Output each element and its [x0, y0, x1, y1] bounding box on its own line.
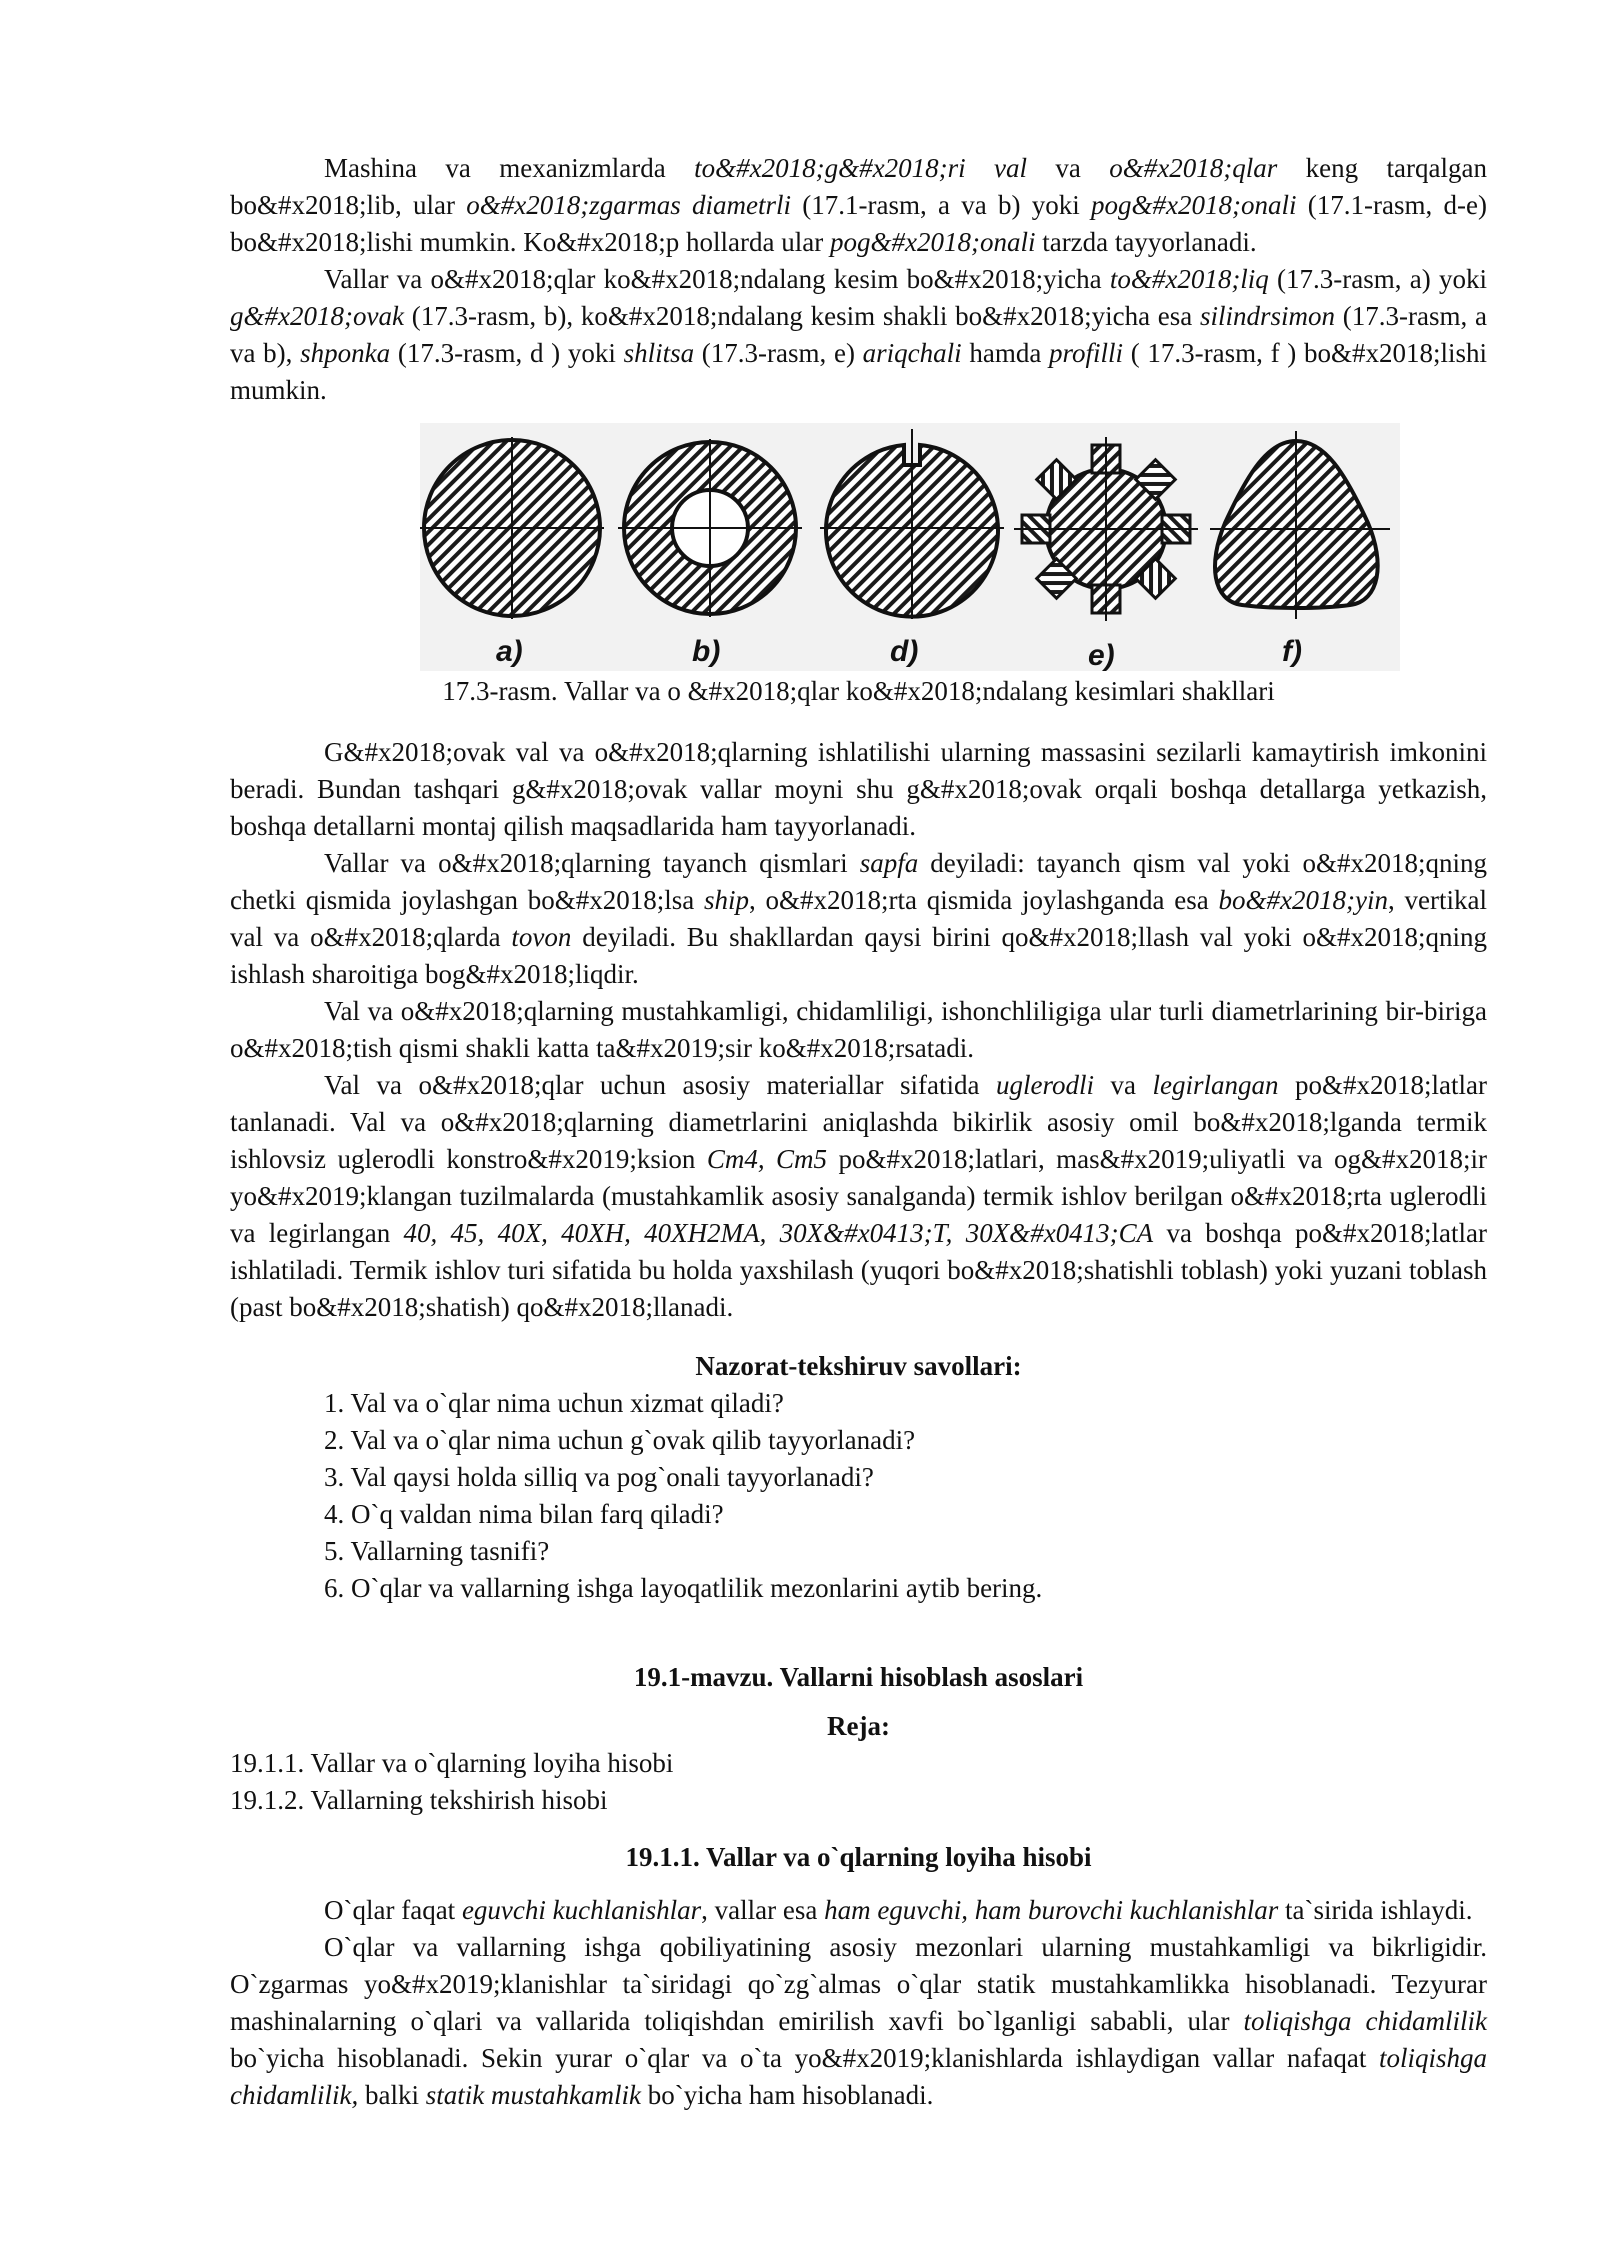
figure-label-e: e)	[1088, 639, 1115, 671]
emphasis-text: toliqishga chidamlilik	[1243, 2006, 1487, 2036]
section-keyway-shape	[820, 429, 1004, 619]
text-run: keng tarqalgan bo&#x2018;lib, ular	[230, 153, 1488, 220]
emphasis-text: o&#x2018;qlar	[1109, 153, 1278, 183]
emphasis-text: silindrsimon	[1200, 301, 1336, 331]
text-run: balki	[358, 2080, 426, 2110]
text-run: (17.1-rasm, a va b) yoki	[791, 190, 1092, 220]
text-run: , o&#x2018;rta qismida joylashganda esa	[749, 885, 1219, 915]
text-run: Val va o&#x2018;qlar uchun asosiy materiallar sifatida	[324, 1070, 996, 1100]
emphasis-text: shponka	[300, 338, 391, 368]
emphasis-text: o&#x2018;zgarmas diametrli	[466, 190, 792, 220]
body-paragraph-3	[230, 993, 1487, 1067]
intro-paragraph-1	[230, 150, 1487, 261]
cross-sections-drawing	[420, 423, 1400, 671]
emphasis-text: tovon	[511, 922, 572, 952]
section-solid-shape	[420, 437, 604, 619]
emphasis-text: to&#x2018;g&#x2018;ri val	[694, 153, 1027, 183]
emphasis-text: to&#x2018;liq	[1109, 264, 1269, 294]
section-paragraph-2	[230, 1929, 1487, 2114]
plan-item: 19.1.2. Vallarning tekshirish hisobi	[230, 1785, 608, 1815]
text-run: Mashina va mexanizmlarda	[324, 153, 695, 183]
plan-heading: Reja:	[827, 1711, 890, 1741]
emphasis-text: eguvchi kuchlanishlar	[461, 1895, 702, 1925]
text-run: ta`sirida ishlaydi.	[1278, 1895, 1473, 1925]
text-run: Val va o&#x2018;qlarning mustahkamligi, chidamliligi, ishonchliligiga ular turli diametrlarining bir-biriga o&#x2018;tish qismi shakli katta ta&#x2019;sir ko&#x2018;rsatadi.	[230, 996, 1487, 1063]
text-run: (17.3-rasm, d ) yoki	[390, 338, 624, 368]
text-run: (17.3-rasm, b), ko&#x2018;ndalang kesim shakli bo&#x2018;yicha esa	[403, 301, 1201, 331]
text-run: Vallar va o&#x2018;qlar ko&#x2018;ndalang kesim bo&#x2018;yicha	[324, 264, 1110, 294]
emphasis-text: ariqchali	[862, 338, 962, 368]
emphasis-text: Cm4, Cm5	[706, 1144, 828, 1174]
question-item: 6. O`qlar va vallarning ishga layoqatlilik mezonlarini aytib bering.	[324, 1573, 1043, 1603]
emphasis-text: statik mustahkamlik	[425, 2080, 641, 2110]
text-run: (17.1-rasm, d-e) bo&#x2018;lishi mumkin. Ko&#x2018;p hollarda ular	[230, 190, 1487, 257]
emphasis-text: pog&#x2018;onali	[1091, 190, 1297, 220]
question-item: 4. O`q valdan nima bilan farq qiladi?	[324, 1499, 724, 1529]
body-paragraph-4	[230, 1067, 1487, 1326]
questions-list	[230, 1385, 1487, 1607]
emphasis-text: profilli	[1049, 338, 1124, 368]
text-run: va boshqa po&#x2018;latlar ishlatiladi. Termik ishlov turi sifatida bu holda yaxshilash (yuqori bo&#x2018;shatishli toblash) yoki yuzani toblash (past bo&#x2018;shatish) qo&#x2018;llanadi.	[230, 1218, 1487, 1322]
topic-title: 19.1-mavzu. Vallarni hisoblash asoslari	[633, 1662, 1084, 1692]
emphasis-text: 40, 45, 40X, 40XH, 40XH2MA, 30X&#x0413;T, 30X&#x0413;CA	[403, 1218, 1154, 1248]
text-run: O`qlar va vallarning ishga qobiliyatining asosiy mezonlari ularning mustahkamligi va bikrligidir. O`zgarmas yo&#x2019;klanishlar ta`siridagi qo`zg`almas o`qlar statik mustahkamlikka hisoblanadi. Tezyurar mashinalarning o`qlari va vallarida toliqishdan emirilish xavfi bo`lganligi sababli, ular	[230, 1932, 1487, 2036]
section-profile-shape	[1210, 431, 1390, 619]
body-paragraph-2	[230, 845, 1487, 993]
questions-heading: Nazorat-tekshiruv savollari:	[695, 1351, 1022, 1381]
text-run: po&#x2018;latlar tanlanadi. Val va o&#x2018;qlarning diametrlarini aniqlashda bikirlik asosiy omil bo&#x2018;lganda termik ishlovsiz uglerodli konstro&#x2019;ksion	[230, 1070, 1488, 1174]
emphasis-text: bo&#x2018;yin	[1218, 885, 1388, 915]
section-paragraph-1	[230, 1892, 1487, 1929]
body-paragraph-1	[230, 734, 1487, 845]
figure-caption: 17.3-rasm. Vallar va o &#x2018;qlar ko&#x2018;ndalang kesimlari shakllari	[442, 676, 1275, 706]
question-item: 5. Vallarning tasnifi?	[324, 1536, 550, 1566]
emphasis-text: uglerodli	[995, 1070, 1094, 1100]
text-run: tarzda tayyorlanadi.	[1035, 227, 1257, 257]
text-run: (17.3-rasm, a) yoki	[1268, 264, 1487, 294]
text-run: bo`yicha hisoblanadi. Sekin yurar o`qlar va o`ta yo&#x2019;klanishlarda ishlaydigan vallar nafaqat	[230, 2043, 1379, 2073]
emphasis-text: ham eguvchi, ham burovchi kuchlanishlar	[824, 1895, 1279, 1925]
text-run: bo`yicha ham hisoblanadi.	[640, 2080, 934, 2110]
intro-paragraph-2	[230, 261, 1487, 409]
figure-label-b: b)	[692, 635, 721, 668]
text-run: deyiladi: tayanch qism val yoki o&#x2018;qning chetki qismida joylashgan bo&#x2018;lsa	[230, 848, 1487, 915]
text-run: hamda	[961, 338, 1050, 368]
emphasis-text: pog&#x2018;onali	[829, 227, 1036, 257]
question-item: 2. Val va o`qlar nima uchun g`ovak qilib tayyorlanadi?	[324, 1425, 916, 1455]
emphasis-text: legirlangan	[1152, 1070, 1279, 1100]
figure-label-d: d)	[890, 635, 919, 668]
emphasis-text: toliqishga chidamlilik,	[230, 2043, 1487, 2110]
plan-item: 19.1.1. Vallar va o`qlarning loyiha hisobi	[230, 1748, 674, 1778]
figure-label-a: a)	[496, 635, 523, 668]
text-run: ( 17.3-rasm, f ) bo&#x2018;lishi mumkin.	[230, 338, 1487, 405]
emphasis-text: ship	[704, 885, 750, 915]
text-run: , vallar esa	[701, 1895, 825, 1925]
text-run: va	[1093, 1070, 1153, 1100]
text-run: G&#x2018;ovak val va o&#x2018;qlarning ishlatilishi ularning massasini sezilarli kamaytirish imkonini beradi. Bundan tashqari g&#x2018;ovak vallar moyni shu g&#x2018;ovak orqali boshqa detallarga yetkazish, boshqa detallarni montaj qilish maqsadlarida ham tayyorlanadi.	[230, 737, 1487, 841]
figure-label-f: f)	[1282, 635, 1302, 668]
question-item: 1. Val va o`qlar nima uchun xizmat qiladi?	[324, 1388, 784, 1418]
text-run: Vallar va o&#x2018;qlarning tayanch qismlari	[324, 848, 860, 878]
section-splined-shape	[1014, 437, 1198, 621]
page-content	[230, 150, 1487, 2114]
text-run: , vertikal val va o&#x2018;qlarda	[230, 885, 1487, 952]
section-hollow-shape	[618, 439, 802, 617]
emphasis-text: g&#x2018;ovak	[230, 301, 404, 331]
emphasis-text: shlitsa	[623, 338, 695, 368]
text-run: (17.3-rasm, a va b),	[230, 301, 1488, 368]
question-item: 3. Val qaysi holda silliq va pog`onali tayyorlanadi?	[324, 1462, 874, 1492]
text-run: po&#x2018;latlari, mas&#x2019;uliyatli va og&#x2018;ir yo&#x2019;klangan tuzilmalarda (mustahkamlik asosiy sanalganda) termik ishlov berilgan o&#x2018;rta uglerodli va legirlangan	[230, 1144, 1488, 1248]
text-run: O`qlar faqat	[324, 1895, 462, 1925]
section-subtitle: 19.1.1. Vallar va o`qlarning loyiha hisobi	[625, 1842, 1092, 1872]
text-run: va	[1026, 153, 1110, 183]
text-run: (17.3-rasm, e)	[694, 338, 863, 368]
shaft-cross-sections-figure	[420, 423, 1400, 671]
emphasis-text: sapfa	[859, 848, 919, 878]
text-run: deyiladi. Bu shakllardan qaysi birini qo&#x2018;llash val yoki o&#x2018;qning ishlash sharoitiga bog&#x2018;liqdir.	[230, 922, 1487, 989]
